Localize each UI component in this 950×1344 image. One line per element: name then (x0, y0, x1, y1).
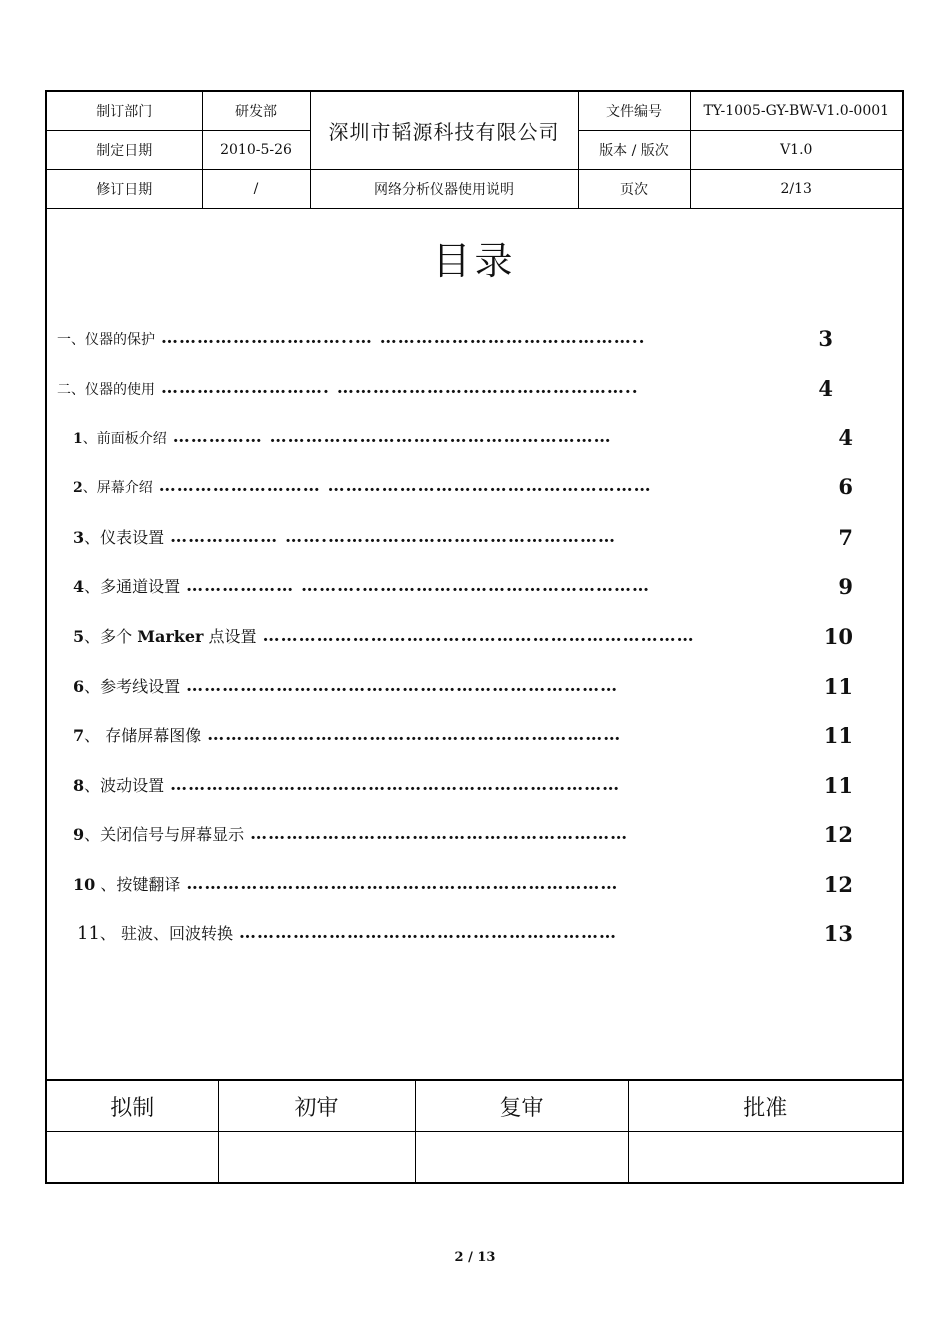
toc-entry-text: 、屏幕介绍 (82, 480, 153, 496)
toc-entry-text: 、关闭信号与屏幕显示 (84, 825, 245, 844)
toc-entry-number: 10 (73, 875, 96, 894)
toc-leader: …………………………..… …………………………………….. (161, 330, 646, 347)
header-table (47, 92, 902, 209)
toc-entry-text: 、多通道设置 (84, 577, 181, 596)
toc-entry-label (73, 624, 257, 647)
toc-entry-number: 7 (73, 726, 85, 745)
page-footer: 2 / 13 (454, 1250, 496, 1265)
toc-leader: ……………………………………………………… (250, 826, 629, 843)
toc-entry-text-2: 点设置 (208, 627, 257, 646)
toc-entry-number: 8 (73, 776, 85, 795)
toc-entry-number: 2 (73, 480, 83, 496)
toc-leader: ……………… …….………………………………………… (170, 529, 616, 546)
toc-page-number: 11 (823, 723, 853, 748)
toc-page-number: 7 (838, 525, 853, 550)
toc-entry-number: 11 (77, 923, 100, 944)
toc-entry[interactable] (73, 674, 853, 697)
rev-label: 修订日期 (47, 170, 202, 209)
toc-entry-label (73, 574, 180, 597)
rev-value: / (202, 170, 310, 209)
company-name: 深圳市韬源科技有限公司 (310, 92, 578, 170)
toc-leader: ………………………………………………………………… (170, 777, 621, 794)
document-frame (45, 90, 904, 1184)
toc-page-number: 4 (838, 425, 853, 450)
toc-leader: ……………………………………………………………… (186, 876, 619, 893)
toc-entry-text: 、 驻波、回波转换 (99, 924, 233, 943)
toc-page-number: 12 (823, 822, 853, 847)
toc-leader: …………… ………………………………………………… (172, 429, 612, 446)
version-label: 版本 / 版次 (578, 131, 690, 170)
toc-page-number: 4 (818, 376, 833, 401)
toc-entry-number: 4 (73, 577, 85, 596)
toc-leader: ……………………………………………………… (239, 925, 617, 942)
signature-table (47, 1079, 902, 1182)
approved-label: 批准 (628, 1080, 902, 1132)
first-review-label: 初审 (218, 1080, 415, 1132)
version-value: V1.0 (690, 131, 902, 170)
toc-entry-text: 、按键翻译 (95, 875, 181, 894)
toc-entry-text: 、波动设置 (84, 776, 165, 795)
toc-entry-label (73, 822, 244, 845)
drafted-signature-cell[interactable] (47, 1132, 218, 1183)
toc-entry-label (73, 428, 167, 448)
toc-page-number: 12 (823, 872, 853, 897)
toc-entry[interactable] (73, 427, 853, 448)
toc-entry-number: 3 (73, 528, 85, 547)
toc-entry-number: 9 (73, 825, 85, 844)
toc-leader: ………………………. ………………………………………….. (161, 380, 639, 397)
first-review-signature-cell[interactable] (218, 1132, 415, 1183)
date-label: 制定日期 (47, 131, 202, 170)
toc-entry-text: 、 存储屏幕图像 (84, 726, 202, 745)
drafted-label: 拟制 (47, 1080, 218, 1132)
second-review-signature-cell[interactable] (415, 1132, 628, 1183)
toc-entry-label (73, 674, 180, 697)
toc-entry[interactable] (73, 872, 853, 895)
doc-title: 网络分析仪器使用说明 (310, 170, 578, 209)
toc-entry-marker-word: Marker (137, 627, 204, 646)
toc-entry-label (73, 525, 164, 548)
page-value: 2/13 (690, 170, 902, 209)
second-review-label: 复审 (415, 1080, 628, 1132)
toc-leader: ……………………… ……………………………………………… (158, 478, 652, 495)
toc-title: 目录 (432, 239, 517, 283)
toc-entry-label (73, 723, 201, 746)
approved-signature-cell[interactable] (628, 1132, 902, 1183)
toc-entry[interactable] (73, 773, 853, 796)
toc-entry-label: 一、仪器的保护 (57, 332, 155, 348)
toc-entry-label (73, 773, 164, 796)
toc-page-number: 13 (823, 921, 853, 946)
toc-page-number: 11 (823, 674, 853, 699)
toc-entry-number: 1 (73, 431, 83, 447)
file-no-value: TY-1005-GY-BW-V1.0-0001 (690, 92, 902, 131)
toc-entry-text: 、仪表设置 (84, 528, 165, 547)
toc-entry[interactable] (73, 624, 853, 647)
toc-entry[interactable] (73, 822, 853, 845)
toc-page-number: 9 (838, 574, 853, 599)
toc-entry[interactable] (57, 328, 833, 349)
date-value: 2010-5-26 (202, 131, 310, 170)
toc-page-number: 6 (838, 474, 853, 499)
toc-page-number: 3 (818, 326, 833, 351)
toc-entry-text: 、参考线设置 (84, 677, 181, 696)
toc-leader: ……………………………………………………………… (186, 678, 619, 695)
toc-entry[interactable] (73, 574, 853, 597)
toc-entry-label (73, 477, 153, 497)
toc-page-number: 11 (823, 773, 853, 798)
toc-leader: …………………………………………………………… (207, 727, 622, 744)
toc-entry-number: 6 (73, 677, 85, 696)
toc-leader: ……………… ……….………………………………………… (186, 578, 650, 595)
page-label: 页次 (578, 170, 690, 209)
dept-label: 制订部门 (47, 92, 202, 131)
toc-entry[interactable] (73, 525, 853, 548)
toc-entry-text: 、多个 (84, 627, 133, 646)
toc-entry[interactable] (57, 378, 833, 399)
toc-page-number: 10 (823, 624, 853, 649)
toc-entry-text: 、前面板介绍 (82, 431, 167, 447)
toc-entry-label (77, 921, 233, 944)
toc-entry-label: 二、仪器的使用 (57, 382, 155, 398)
file-no-label: 文件编号 (578, 92, 690, 131)
toc-entry-label (73, 872, 180, 895)
toc-entry[interactable] (73, 723, 853, 746)
toc-entry[interactable] (73, 476, 853, 497)
toc-leader: ……………………………………………………………… (262, 628, 695, 645)
toc-entry[interactable] (77, 921, 853, 944)
dept-value: 研发部 (202, 92, 310, 131)
toc-entry-number: 5 (73, 627, 85, 646)
